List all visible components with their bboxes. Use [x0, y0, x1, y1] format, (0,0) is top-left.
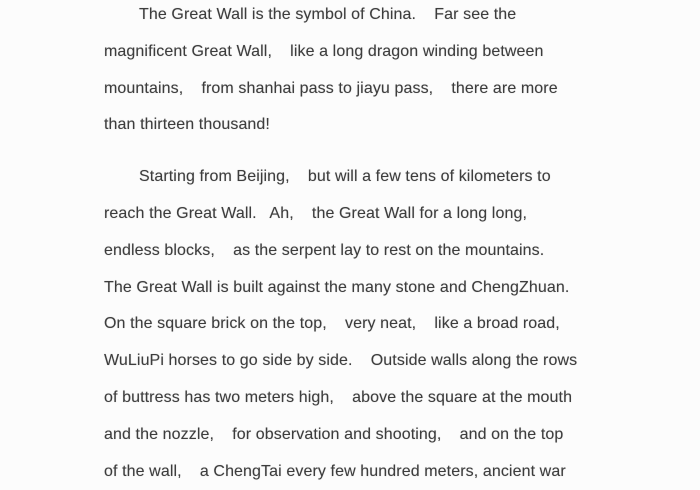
text-line: reach the Great Wall. Ah, the Great Wall for a long long,: [104, 204, 527, 222]
text-line: On the square brick on the top, very neat, like a broad road,: [104, 315, 560, 333]
text-line: The Great Wall is the symbol of China. Far see the: [139, 6, 517, 23]
document-text: [104, 0, 700, 490]
text-line: of the wall, a ChengTai every few hundred meters, ancient war: [104, 462, 566, 480]
text-line: The Great Wall is built against the many stone and ChengZhuan.: [104, 278, 570, 296]
text-line: and the nozzle, for observation and shooting, and on the top: [104, 425, 564, 443]
text-line: WuLiuPi horses to go side by side. Outside walls along the rows: [104, 352, 578, 370]
text-line: magnificent Great Wall, like a long dragon winding between: [104, 42, 544, 60]
paragraph-description: [104, 159, 700, 490]
text-line: Starting from Beijing, but will a few tens of kilometers to: [139, 168, 551, 186]
paragraph-intro: [104, 0, 700, 144]
text-line: of buttress has two meters high, above the square at the mouth: [104, 388, 573, 406]
text-line: endless blocks, as the serpent lay to rest on the mountains.: [104, 241, 545, 259]
text-line: mountains, from shanhai pass to jiayu pass, there are more: [104, 79, 558, 97]
text-line: than thirteen thousand!: [104, 116, 270, 134]
